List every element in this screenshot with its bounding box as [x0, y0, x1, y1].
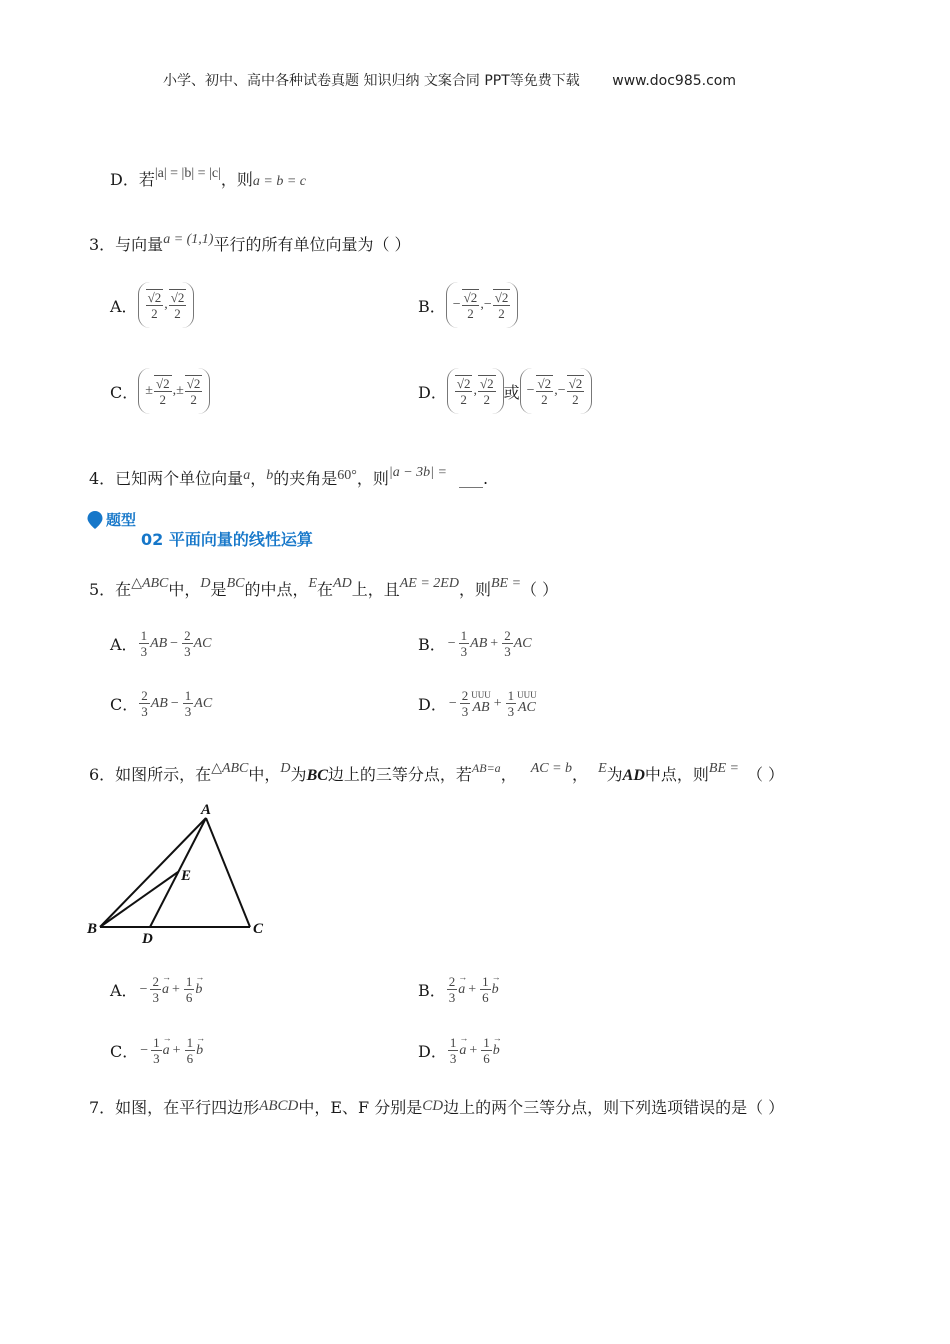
segment-be: [100, 872, 178, 927]
section-title: 02 平面向量的线性运算: [141, 530, 313, 549]
q6-option-d: D． $\frac{1}{3}$ → a + $\frac{1}{6}$ → b: [418, 1035, 500, 1066]
q2d-cond: |a| = |b| = |c|: [154, 166, 221, 181]
triangle-figure: [82, 800, 282, 950]
page-header: [163, 70, 736, 90]
q5-option-b: B． − $\frac{1}{3}$ AB + $\frac{2}{3}$ AC: [418, 628, 532, 659]
q3-stem: 3．与向量a = (1,1)平行的所有单位向量为（ ）: [89, 232, 411, 254]
location-pin-icon: [86, 510, 104, 530]
vertex-a-label: A: [201, 802, 212, 818]
q2d-concl: a = b = c: [252, 174, 307, 189]
q5-stem: 5．在△ABC中，D是BC的中点，E在AD上，且AE = 2ED，则BE =（ ）: [89, 576, 559, 599]
section-header: [86, 509, 136, 530]
section-tag: 题型: [106, 511, 137, 529]
header-text: 小学、初中、高中各种试卷真题 知识归纳 文案合同 PPT等免费下载: [163, 73, 580, 89]
q5-option-d: D． − $\frac{2}{3}$ UUU AB + $\frac{1}{3}$ UUU AC: [418, 688, 537, 719]
point-e-label: E: [181, 868, 192, 884]
edge-ac: [206, 818, 250, 927]
q6-option-a: A． − $\frac{2}{3}$ → a + $\frac{1}{6}$ → b: [110, 974, 202, 1005]
q6-stem: 6．如图所示，在△ABC中，D为BC边上的三等分点，若$^{AB=a}$， AC = b， E为AD中点，则BE = （ ）: [89, 761, 785, 784]
point-d-label: D: [142, 931, 153, 947]
q2-option-d: D．若|a| = |b| = |c|，则a = b = c: [110, 166, 307, 189]
q3-option-d: D． $\frac{√2}{2}$ , $\frac{√2}{2}$ 或 − $\frac{√2}{2}$ , − $\frac{√2}{2}$: [418, 368, 592, 414]
q3-option-c: C． ± $\frac{√2}{2}$ , ± $\frac{√2}{2}$: [110, 368, 210, 414]
q7-stem: 7．如图，在平行四边形ABCD中，E、F 分别是CD边上的两个三等分点，则下列选项错误的是（ ）: [89, 1098, 785, 1117]
q6-option-c: C． − $\frac{1}{3}$ → a + $\frac{1}{6}$ → b: [110, 1035, 203, 1066]
vertex-b-label: B: [87, 921, 98, 937]
q3-vec: a = (1,1): [163, 232, 214, 247]
q3-option-a: A． $\frac{√2}{2}$ , $\frac{√2}{2}$: [110, 282, 194, 328]
q3-option-b: B． − $\frac{√2}{2}$ , − $\frac{√2}{2}$: [418, 282, 518, 328]
q6-option-b: B． $\frac{2}{3}$ → a + $\frac{1}{6}$ → b: [418, 974, 499, 1005]
q5-option-a: A． $\frac{1}{3}$ AB − $\frac{2}{3}$ AC: [110, 628, 212, 659]
vertex-c-label: C: [253, 921, 264, 937]
q5-option-c: C． $\frac{2}{3}$ AB − $\frac{1}{3}$ AC: [110, 688, 213, 719]
q4-stem: 4．已知两个单位向量a，b的夹角是60°，则|a − 3b| = ___.: [89, 465, 489, 488]
header-site: www.doc985.com: [612, 73, 736, 89]
